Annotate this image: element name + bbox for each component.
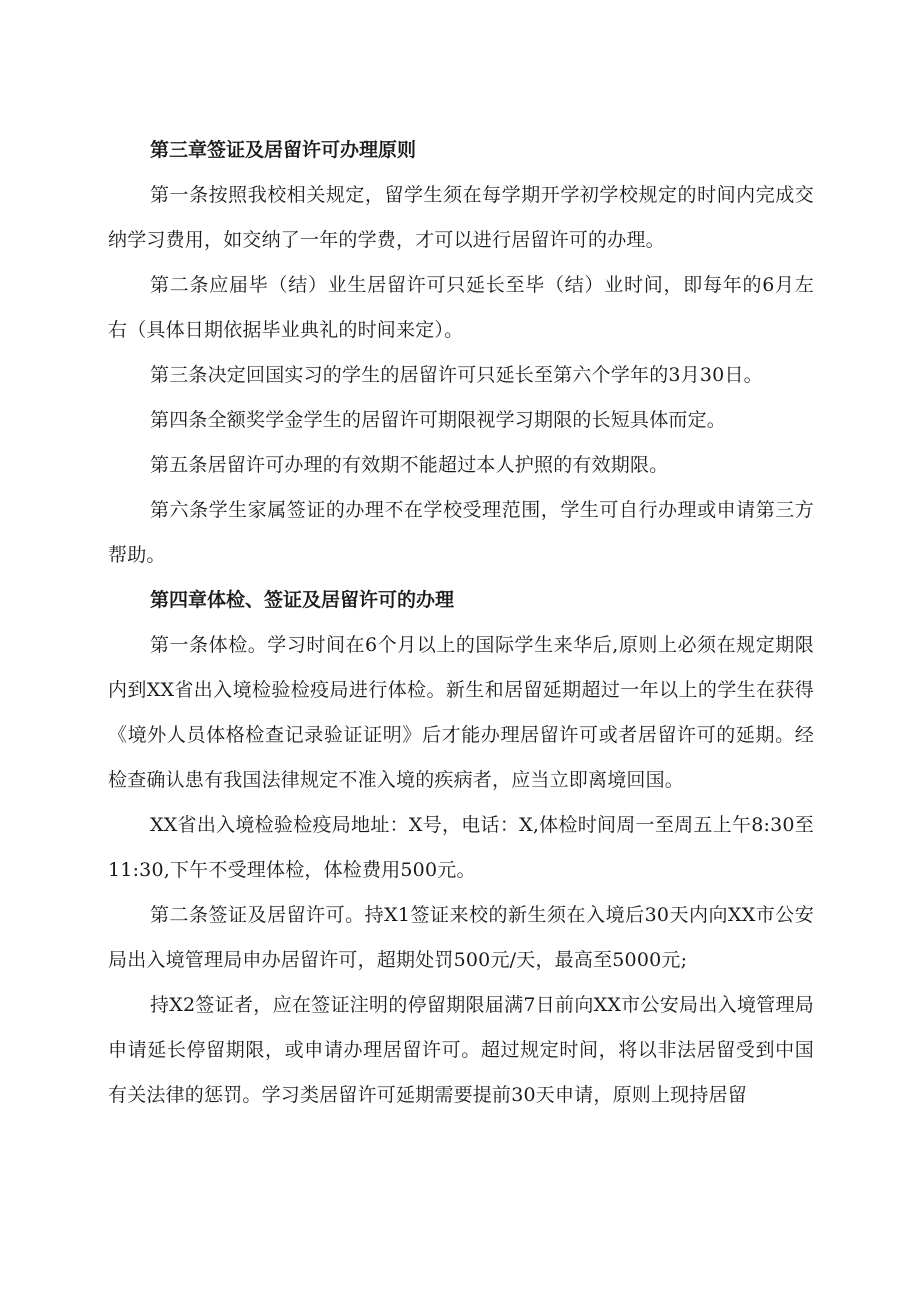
chapter-4-exam-address: XX省出入境检验检疫局地址：X号，电话：X,体检时间周一至周五上午8:30至11:30,下午不受理体检，体检费用500元。	[108, 814, 814, 881]
chapter-3-article-2: 第二条应届毕（结）业生居留许可只延长至毕（结）业时间，即每年的6月左右（具体日期依据毕业典礼的时间来定）。	[108, 274, 814, 341]
chapter-4-title: 第四章体检、签证及居留许可的办理	[150, 589, 455, 611]
chapter-3-article-6: 第六条学生家属签证的办理不在学校受理范围，学生可自行办理或申请第三方帮助。	[108, 499, 814, 566]
chapter-3-article-4: 第四条全额奖学金学生的居留许可期限视学习期限的长短具体而定。	[150, 409, 727, 431]
chapter-3-title: 第三章签证及居留许可办理原则	[150, 139, 417, 161]
chapter-4-x2-visa-paragraph: 持X2签证者，应在签证注明的停留期限届满7日前向XX市公安局出入境管理局申请延长停留期限，或申请办理居留许可。超过规定时间，将以非法居留受到中国有关法律的惩罚。学习类居留许可延期需要提前30天申请，原则上现持居留	[108, 994, 814, 1106]
chapter-4-article-1: 第一条体检。学习时间在6个月以上的国际学生来华后,原则上必须在规定期限内到XX省出入境检验检疫局进行体检。新生和居留延期超过一年以上的学生在获得《境外人员体格检查记录验证证明》后才能办理居留许可或者居留许可的延期。经检查确认患有我国法律规定不准入境的疾病者，应当立即离境回国。	[108, 634, 814, 791]
document-page	[108, 128, 814, 1118]
chapter-3-article-5: 第五条居留许可办理的有效期不能超过本人护照的有效期限。	[150, 454, 669, 476]
chapter-4-article-2: 第二条签证及居留许可。持X1签证来校的新生须在入境后30天内向XX市公安局出入境管理局申办居留许可，超期处罚500元/天，最高至5000元;	[108, 904, 814, 971]
chapter-3-article-1: 第一条按照我校相关规定，留学生须在每学期开学初学校规定的时间内完成交纳学习费用，如交纳了一年的学费，才可以进行居留许可的办理。	[108, 184, 814, 251]
chapter-3-article-3: 第三条决定回国实习的学生的居留许可只延长至第六个学年的3月30日。	[150, 364, 763, 386]
